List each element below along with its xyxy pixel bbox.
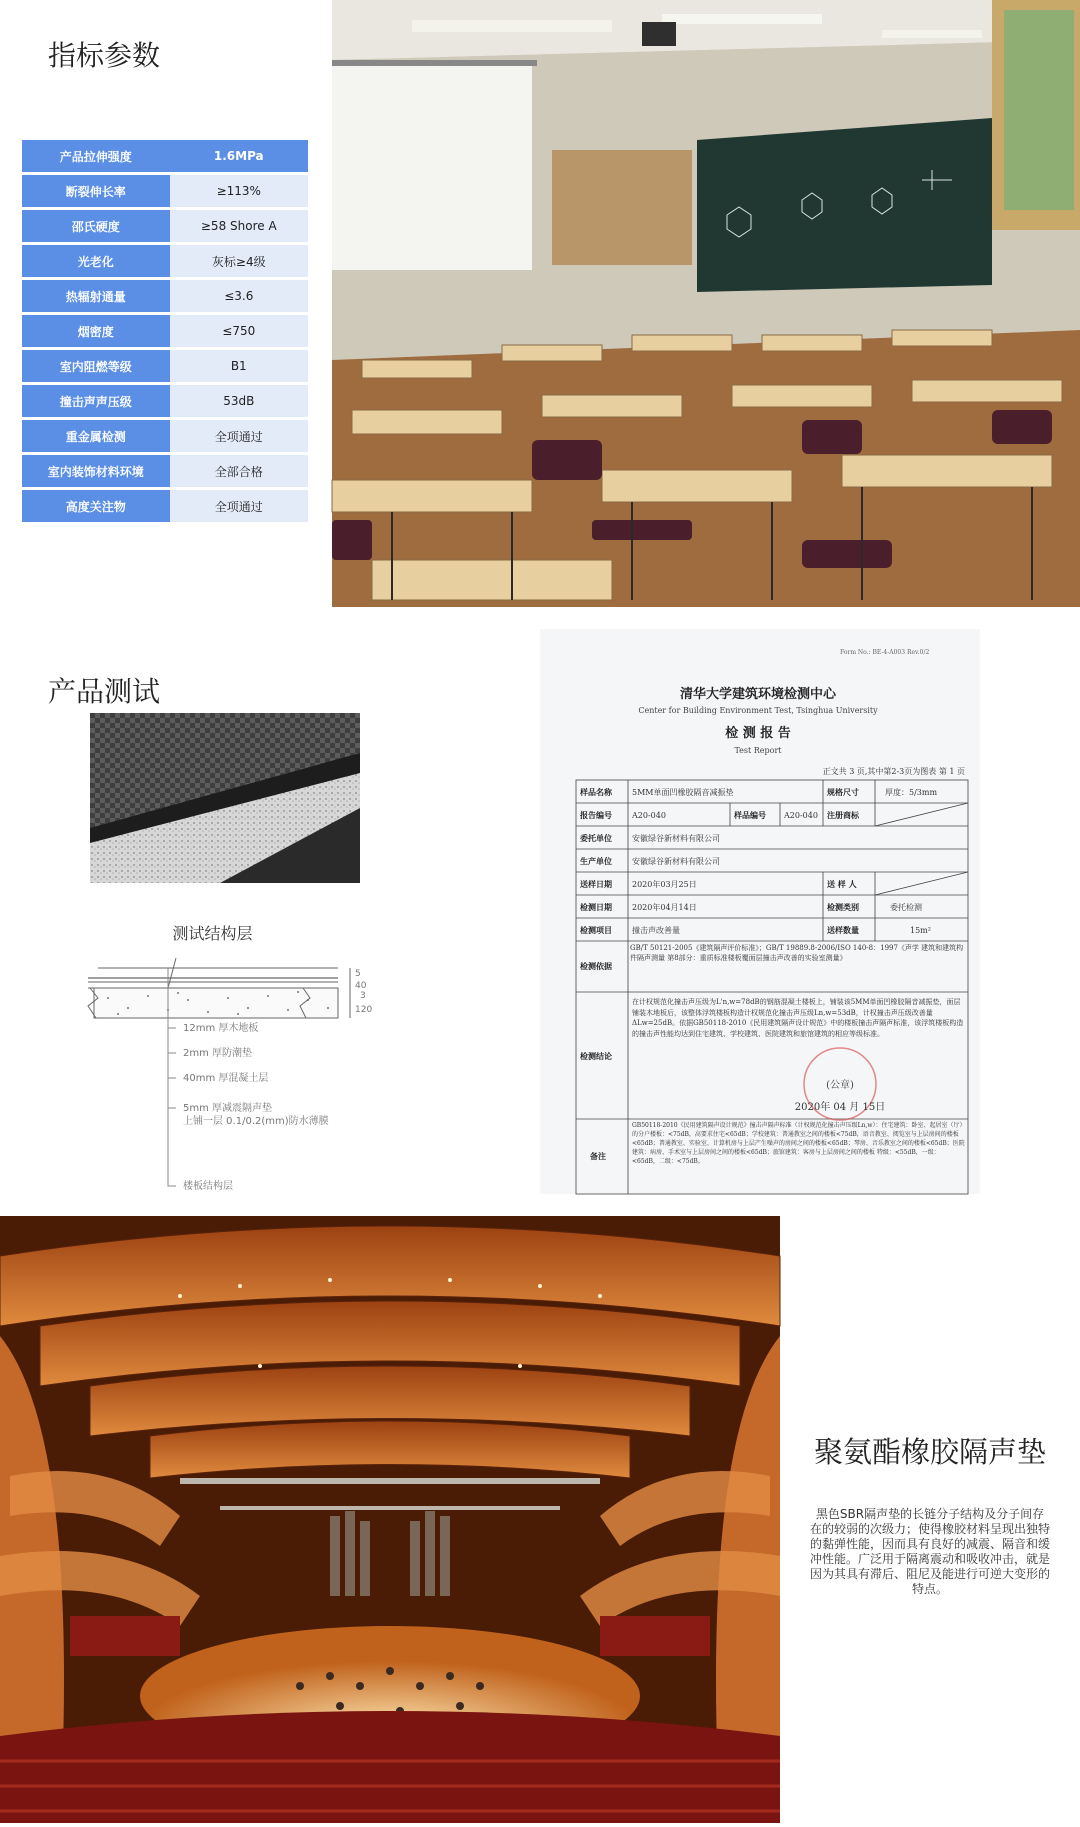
report-cell-label: 备注	[590, 1151, 606, 1161]
spec-key: 热辐射通量	[22, 280, 170, 312]
spec-key: 室内装饰材料环境	[22, 455, 170, 487]
spec-value: 1.6MPa	[170, 140, 308, 172]
spec-value: 灰标≥4级	[170, 245, 308, 277]
layer-label: 5mm 厚减震隔声垫	[183, 1103, 273, 1114]
report-cell-value: 安徽绿谷新材料有限公司	[632, 857, 720, 866]
spec-key: 邵氏硬度	[22, 210, 170, 242]
report-cell-label: 检测日期	[580, 902, 612, 912]
dim-label: 3	[360, 991, 366, 1001]
report-cell-label: 注册商标	[827, 810, 859, 820]
report-form-no: Form No.: BE-4-A003 Rev.0/2	[840, 649, 930, 656]
concert-hall-photo	[0, 1216, 780, 1823]
spec-value: ≥113%	[170, 175, 308, 207]
report-org-en: Center for Building Environment Test, Tsinghua University	[638, 706, 878, 715]
report-basis: GB/T 50121-2005《建筑隔声评价标准》；GB/T 19889.8-2006/ISO 140-8：1997《声学 建筑和建筑构件隔声测量 第8部分：重质标准楼板覆面层撞击声改善的实验室测量》	[630, 944, 964, 962]
report-cell-value: A20-040	[784, 811, 818, 820]
spec-key: 烟密度	[22, 315, 170, 347]
spec-row	[22, 140, 308, 172]
spec-row	[22, 315, 308, 347]
report-cell-label: 委托单位	[580, 833, 612, 843]
spec-value: 全部合格	[170, 455, 308, 487]
spec-value: B1	[170, 350, 308, 382]
spec-row	[22, 490, 308, 522]
report-title-en: Test Report	[734, 746, 782, 755]
report-sign-date: 2020年 04 月 15日	[794, 1102, 886, 1113]
report-cell-label: 生产单位	[580, 856, 612, 866]
report-title-cn: 检 测 报 告	[725, 726, 791, 741]
spec-row	[22, 210, 308, 242]
report-cell-label: 检测项目	[580, 925, 612, 935]
layer-label: 楼板结构层	[183, 1181, 233, 1192]
report-cell-label: 报告编号	[580, 810, 612, 820]
product-description: 黑色SBR隔声垫的长链分子结构及分子间存在的较弱的次级力；使得橡胶材料呈现出独特的黏弹性能，因而具有良好的减震、隔音和缓冲性能。广泛用于隔离震动和吸收冲击，就是因为其具有滞后、阻尼及能进行可逆大变形的特点。	[810, 1507, 1051, 1596]
layer-label: 上铺一层 0.1/0.2(mm)防水薄膜	[183, 1116, 329, 1127]
spec-row	[22, 385, 308, 417]
report-cell-value: 安徽绿谷新材料有限公司	[632, 834, 720, 843]
params-title: 指标参数	[48, 39, 161, 72]
spec-key: 产品拉伸强度	[22, 140, 170, 172]
testing-title: 产品测试	[48, 675, 161, 708]
report-pages: 正文共 3 页,其中第2-3页为图表 第 1 页	[822, 767, 965, 776]
spec-row	[22, 245, 308, 277]
report-cell-value: 委托检测	[890, 903, 922, 912]
report-cell-label: 送样数量	[827, 925, 859, 935]
product-title: 聚氨酯橡胶隔声垫	[813, 1435, 1046, 1469]
report-cell-label: 检测结论	[580, 1051, 612, 1061]
spec-key: 室内阻燃等级	[22, 350, 170, 382]
report-cell-value: 15m²	[910, 926, 931, 935]
spec-row	[22, 420, 308, 452]
spec-value: 全项通过	[170, 420, 308, 452]
spec-row	[22, 350, 308, 382]
report-cell-label: 检测类别	[827, 902, 859, 912]
dim-label: 5	[355, 969, 361, 979]
spec-value: ≥58 Shore A	[170, 210, 308, 242]
spec-key: 撞击声声压级	[22, 385, 170, 417]
report-cell-label: 规格尺寸	[827, 787, 859, 797]
spec-row	[22, 280, 308, 312]
spec-key: 断裂伸长率	[22, 175, 170, 207]
layer-label: 40mm 厚混凝土层	[183, 1073, 269, 1084]
spec-table	[22, 137, 308, 525]
report-cell-label: 检测依据	[580, 961, 612, 971]
layer-structure-diagram	[88, 958, 373, 1198]
spec-key: 光老化	[22, 245, 170, 277]
spec-value: 全项通过	[170, 490, 308, 522]
layer-structure-title: 测试结构层	[172, 924, 253, 943]
layer-label: 12mm 厚木地板	[183, 1023, 259, 1034]
report-cell-value: 撞击声改善量	[632, 926, 680, 935]
spec-row	[22, 455, 308, 487]
report-cell-value: 厚度：5/3mm	[885, 788, 938, 797]
report-cell-label: 样品名称	[580, 787, 612, 797]
spec-value: ≤750	[170, 315, 308, 347]
spec-row	[22, 175, 308, 207]
dim-label: 40	[355, 981, 367, 991]
report-cell-label: 送样日期	[580, 879, 612, 889]
report-seal: (公章)	[826, 1080, 854, 1091]
report-cell-label: 样品编号	[734, 810, 766, 820]
report-org-cn: 清华大学建筑环境检测中心	[679, 687, 837, 702]
test-report	[540, 629, 980, 1194]
classroom-photo	[332, 0, 1080, 607]
spec-key: 高度关注物	[22, 490, 170, 522]
report-conclusion: 在计权规范化撞击声压级为L'n,w=78dB的钢筋混凝土楼板上，铺装该5MM单面凹橡胶隔音减振垫，面层铺装木地板后，该整体浮筑楼板构造计权规范化撞击声压级Ln,w=53dB，计权撞击声压级改善量ΔLw=25dB。依据GB50118-2010《民用建筑隔声设计规范》中的楼板撞击声隔声标准，该浮筑楼板构造的撞击声性能均达到住宅建筑、学校建筑、医院建筑和旅馆建筑的相应等级标准。	[632, 998, 964, 1038]
report-remark: GB50118-2010《民用建筑隔声设计规范》撞击声隔声标准（计权规范化撞击声压级Ln,w）：住宅建筑：卧室、起居室（厅）的分户楼板：<75dB，高要求住宅<65dB；学校建筑：普通教室之间的楼板<75dB，语音教室、阅览室与上层房间的楼板<65dB；普通教室、实验室、计算机房与上层产生噪声的房间之间的楼板<65dB；琴房、音乐教室之间的楼板<65dB；医院建筑：病房、手术室与上层房间之间的楼板<65dB；旅馆建筑：客房与上层房间之间的楼板 特级：<55dB，一级：<65dB，二级：<75dB。	[632, 1122, 966, 1165]
sample-photo	[90, 713, 360, 883]
spec-value: 53dB	[170, 385, 308, 417]
report-cell-value: 2020年04月14日	[632, 903, 697, 912]
spec-key: 重金属检测	[22, 420, 170, 452]
report-cell-value: 5MM单面凹橡胶隔音减振垫	[632, 788, 734, 797]
layer-label: 2mm 厚防潮垫	[183, 1048, 253, 1059]
spec-value: ≤3.6	[170, 280, 308, 312]
report-cell-label: 送 样 人	[827, 879, 857, 889]
report-cell-value: A20-040	[632, 811, 666, 820]
dim-label: 120	[355, 1005, 373, 1015]
report-cell-value: 2020年03月25日	[632, 880, 697, 889]
